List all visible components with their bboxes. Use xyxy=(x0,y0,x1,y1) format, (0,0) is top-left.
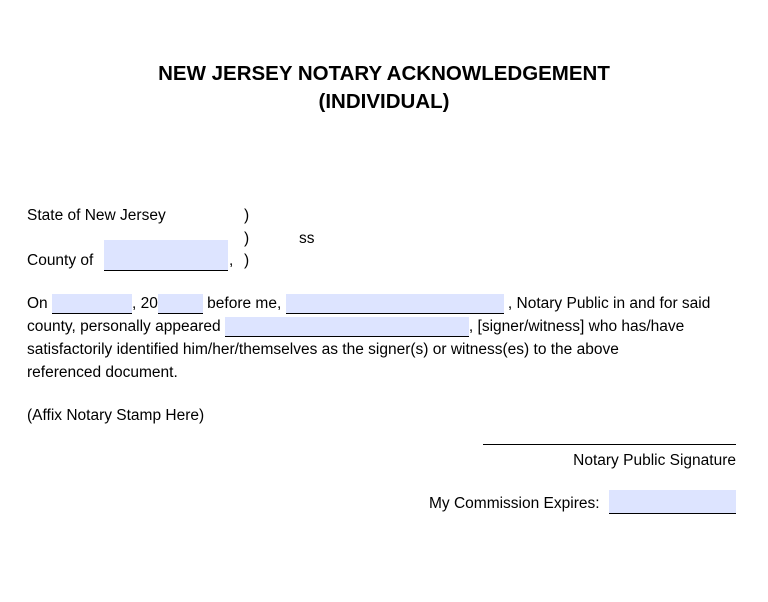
state-label: State of New Jersey xyxy=(27,207,166,224)
stamp-note: (Affix Notary Stamp Here) xyxy=(27,407,205,424)
comma-20-text: , 20 xyxy=(132,295,158,312)
venue-paren: ) xyxy=(244,252,250,269)
on-text: On xyxy=(27,295,48,312)
paragraph-line-3: satisfactorily identified him/her/themselves as the signer(s) or witness(es) to the above xyxy=(27,341,619,358)
paragraph-line-4: referenced document. xyxy=(27,364,178,381)
date-field[interactable] xyxy=(52,294,132,314)
venue-paren: ) xyxy=(244,230,250,247)
paragraph-line-2 xyxy=(27,317,684,337)
county-label: County of xyxy=(27,252,94,269)
ss-label: ss xyxy=(299,230,315,247)
signature-line[interactable] xyxy=(483,444,736,445)
county-appeared-text: county, personally appeared xyxy=(27,318,221,335)
paragraph-line-1 xyxy=(27,294,710,314)
year-field[interactable] xyxy=(158,294,203,314)
before-me-text: before me, xyxy=(207,295,282,312)
commission-label: My Commission Expires: xyxy=(429,495,600,512)
document-subtitle: (INDIVIDUAL) xyxy=(318,90,450,113)
county-field[interactable] xyxy=(104,251,228,271)
notary-public-text: , Notary Public in and for said xyxy=(507,295,711,312)
document-title: NEW JERSEY NOTARY ACKNOWLEDGEMENT xyxy=(158,62,610,85)
county-comma: , xyxy=(229,252,234,269)
signer-name-field[interactable] xyxy=(225,317,469,337)
venue-paren: ) xyxy=(244,207,250,224)
notary-name-field[interactable] xyxy=(286,294,504,314)
signer-witness-text: , [signer/witness] who has/have xyxy=(468,318,685,335)
commission-expires-field[interactable] xyxy=(609,490,736,514)
signature-label: Notary Public Signature xyxy=(573,452,736,469)
